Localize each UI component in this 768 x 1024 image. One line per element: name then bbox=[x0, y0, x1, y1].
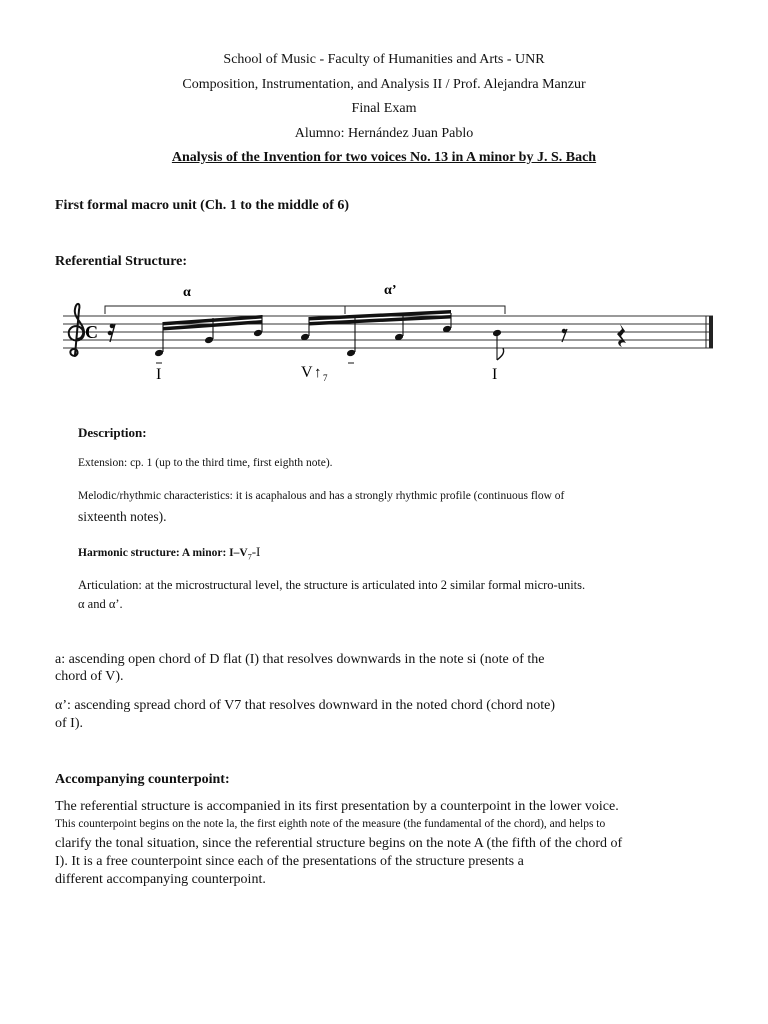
alpha-prime-description-line2: of I). bbox=[55, 716, 83, 731]
description-melodic-line2: sixteenth notes). bbox=[78, 509, 167, 524]
counterpoint-line3: clarify the tonal situation, since the referential structure begins on the note A (the fifth of the chord of bbox=[55, 836, 623, 851]
alpha-prime-label: α’ bbox=[384, 283, 397, 298]
harmonic-label: Harmonic structure: A minor: I–V bbox=[78, 547, 248, 559]
alpha-prime-description-line1: α’: ascending spread chord of V7 that resolves downward in the noted chord (chord note) bbox=[55, 698, 556, 713]
description-heading: Description: bbox=[78, 425, 147, 440]
counterpoint-line2: This counterpoint begins on the note la, the first eighth note of the measure (the fundamental of the chord), and helps to bbox=[55, 818, 606, 830]
header-course: Composition, Instrumentation, and Analysis II / Prof. Alejandra Manzur bbox=[182, 76, 586, 92]
roman-numeral-i-final: I bbox=[492, 366, 498, 383]
alpha-label: α bbox=[183, 285, 191, 300]
counterpoint-line1: The referential structure is accompanied in its first presentation by a counterpoint in the lower voice. bbox=[55, 799, 619, 814]
description-extension: Extension: cp. 1 (up to the third time, first eighth note). bbox=[78, 457, 333, 469]
section-heading-macro-unit: First formal macro unit (Ch. 1 to the middle of 6) bbox=[55, 198, 350, 213]
quarter-rest-icon bbox=[617, 324, 626, 347]
document-title: Analysis of the Invention for two voices No. 13 in A minor by J. S. Bach bbox=[171, 150, 597, 165]
roman-numeral-arrow: ↑ bbox=[314, 365, 322, 381]
roman-numeral-v: V bbox=[301, 364, 313, 381]
document-header bbox=[0, 48, 768, 171]
counterpoint-line5: different accompanying counterpoint. bbox=[55, 872, 266, 887]
description-articulation-line1: Articulation: at the microstructural level, the structure is articulated into 2 similar formal micro-units. bbox=[78, 578, 586, 592]
alpha-description-line1: a: ascending open chord of D flat (I) that resolves downwards in the note si (note of the bbox=[55, 652, 545, 667]
harmonic-end: -I bbox=[251, 544, 261, 559]
roman-numeral-subscript: 7 bbox=[323, 373, 328, 383]
header-student: Alumno: Hernández Juan Pablo bbox=[294, 125, 474, 141]
note-group-alpha-prime bbox=[300, 310, 452, 363]
note-group-alpha bbox=[154, 315, 263, 363]
alpha-description-line2: chord of V). bbox=[55, 669, 124, 684]
sixteenth-rest-icon bbox=[108, 324, 115, 342]
harmonic-subscript: 7 bbox=[247, 552, 252, 562]
roman-numeral-i: I bbox=[156, 366, 162, 383]
time-signature: C bbox=[85, 322, 98, 342]
description-articulation-line2: α and α’. bbox=[78, 597, 123, 611]
header-institution: School of Music - Faculty of Humanities and Arts - UNR bbox=[223, 52, 545, 67]
section-heading-referential: Referential Structure: bbox=[55, 254, 188, 269]
header-exam: Final Exam bbox=[351, 101, 417, 116]
eighth-note-c5 bbox=[492, 329, 504, 360]
alpha-bracket bbox=[105, 306, 345, 314]
music-score bbox=[55, 276, 725, 386]
counterpoint-line4: I). It is a free counterpoint since each of the presentations of the structure presents a bbox=[55, 854, 524, 869]
description-melodic-line1: Melodic/rhythmic characteristics: it is acaphalous and has a strongly rhythmic profile (continuous flow of bbox=[78, 490, 565, 502]
counterpoint-heading: Accompanying counterpoint: bbox=[55, 772, 230, 787]
description-harmonic bbox=[78, 544, 260, 561]
